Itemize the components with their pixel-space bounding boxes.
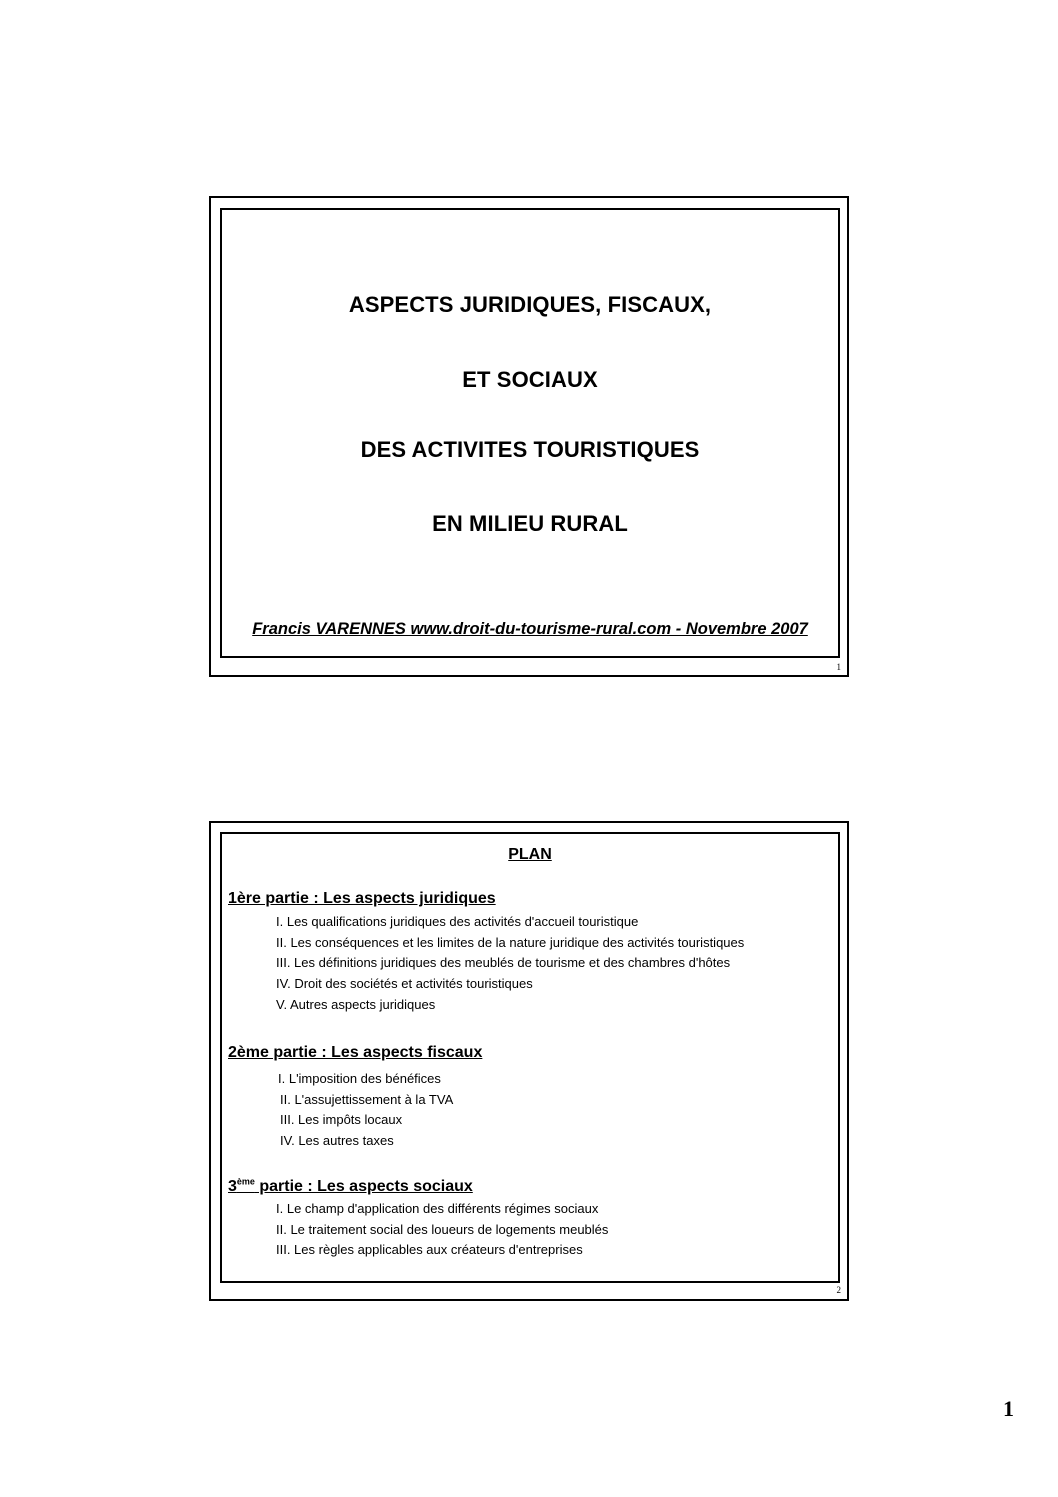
list-item: I. Les qualifications juridiques des activités d'accueil touristique <box>276 914 639 929</box>
part-1-list <box>276 912 744 1015</box>
title-line-3: DES ACTIVITES TOURISTIQUES <box>360 437 700 462</box>
slide-1-inner-frame <box>220 208 840 658</box>
list-item: III. Les définitions juridiques des meublés de tourisme et des chambres d'hôtes <box>276 955 731 971</box>
part-3-heading: 3ème partie : Les aspects sociaux <box>228 1176 473 1195</box>
part-2-heading: 2ème partie : Les aspects fiscaux <box>228 1044 483 1061</box>
list-item: I. Le champ d'application des différents régimes sociaux <box>276 1201 599 1216</box>
part-1-heading: 1ère partie : Les aspects juridiques <box>228 890 496 907</box>
slide-number: 2 <box>836 1285 841 1295</box>
page-number: 1 <box>1003 1396 1014 1421</box>
list-item: IV. Droit des sociétés et activités touristiques <box>276 976 533 992</box>
title-line-4: EN MILIEU RURAL <box>432 511 628 536</box>
list-item: I. L'imposition des bénéfices <box>278 1071 441 1086</box>
plan-title: PLAN <box>508 846 552 863</box>
list-item: II. L'assujettissement à la TVA <box>280 1091 454 1107</box>
part-3-list <box>276 1199 608 1261</box>
list-item: III. Les règles applicables aux créateurs d'entreprises <box>276 1242 583 1258</box>
title-line-2: ET SOCIAUX <box>462 367 598 392</box>
list-item: III. Les impôts locaux <box>280 1112 403 1128</box>
slide-2 <box>209 821 849 1301</box>
author-line: Francis VARENNES www.droit-du-tourisme-rural.com - Novembre 2007 <box>252 620 808 638</box>
list-item: V. Autres aspects juridiques <box>276 996 436 1012</box>
title-line-1: ASPECTS JURIDIQUES, FISCAUX, <box>348 292 712 317</box>
list-item: II. Les conséquences et les limites de la nature juridique des activités touristiques <box>276 934 745 950</box>
slide-1 <box>209 196 849 677</box>
list-item: IV. Les autres taxes <box>280 1133 394 1149</box>
part-2-list <box>278 1069 453 1152</box>
slide-2-inner-frame <box>220 832 840 1283</box>
list-item: II. Le traitement social des loueurs de logements meublés <box>276 1221 609 1237</box>
slide-number: 1 <box>836 662 841 672</box>
